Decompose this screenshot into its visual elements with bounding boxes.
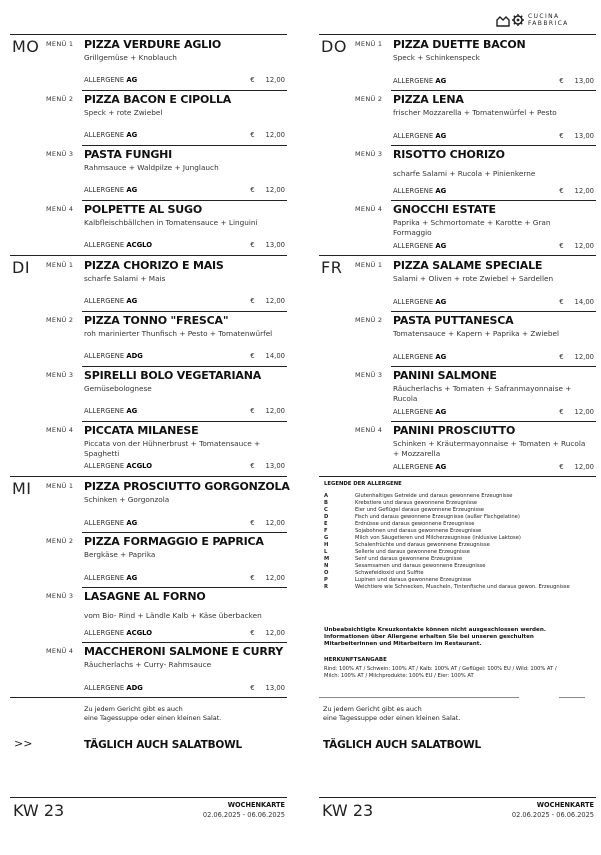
allergen-codes: AG (126, 519, 138, 527)
item-divider (391, 200, 596, 201)
legend-text: Glutenhaltiges Getreide und daraus gewonnene Erzeugnisse (355, 493, 513, 499)
legend-text: Eier und Geflügel daraus gewonnene Erzeugnisse (355, 507, 485, 513)
price (559, 242, 594, 250)
menu-number: MENÜ 1 (355, 40, 383, 48)
currency: € (559, 187, 564, 195)
menu-number: MENÜ 3 (355, 150, 383, 158)
currency: € (250, 462, 255, 470)
item-divider (82, 145, 287, 146)
price-value: 12,00 (265, 131, 285, 139)
menu-number: MENÜ 3 (46, 371, 74, 379)
menu-item (355, 311, 596, 366)
menu-item (46, 642, 287, 697)
day-label: DI (12, 258, 31, 277)
price-value: 12,00 (265, 629, 285, 637)
dish-description: Grillgemüse + Knoblauch (84, 53, 177, 62)
legend-code: M (324, 556, 330, 562)
day-section-mi (10, 476, 290, 697)
allergen-label: ALLERGENE (393, 242, 434, 250)
legend-text: Krebstiere und daraus gewonnene Erzeugnisse (355, 500, 478, 506)
allergen-codes: AG (435, 132, 447, 140)
day-label: MO (12, 37, 40, 56)
allergen-codes: AG (435, 463, 447, 471)
allergen-info (84, 629, 152, 637)
allergen-info (393, 77, 446, 85)
legend-divider (319, 476, 596, 477)
menu-item (46, 35, 287, 90)
price-value: 12,00 (265, 297, 285, 305)
item-divider (82, 200, 287, 201)
item-divider (82, 642, 287, 643)
price (250, 407, 285, 415)
legend-text: Fisch und daraus gewonnene Erzeugnisse (außer Fischgelatine) (355, 514, 520, 520)
legend-text: Milch von Säugetieren und Milcherzeugnisse (inklusive Laktose) (355, 535, 521, 541)
item-divider (82, 421, 287, 422)
allergen-info (84, 684, 143, 692)
price-value: 12,00 (265, 76, 285, 84)
item-divider (391, 311, 596, 312)
legend-code: B (324, 500, 328, 506)
dish-description: Kalbfleischbällchen in Tomatensauce + Linguini (84, 218, 258, 227)
menu-item (46, 421, 287, 476)
item-divider (391, 145, 596, 146)
allergen-label: ALLERGENE (393, 298, 434, 306)
calendar-week: KW 23 (322, 801, 374, 820)
menu-item (46, 90, 287, 145)
footer-divider (10, 797, 287, 798)
menu-item (46, 532, 287, 587)
legend-code: H (324, 542, 329, 548)
legend-row (324, 584, 570, 590)
price-value: 14,00 (265, 352, 285, 360)
legend-text: Schwefeldioxid und Sulfite (355, 570, 424, 576)
allergen-codes: AG (126, 407, 138, 415)
allergen-codes: AG (435, 298, 447, 306)
legend-code: N (324, 563, 329, 569)
dish-description: Piccata von der Hühnerbrust + Tomatensauce + Spaghetti (84, 439, 261, 458)
brand-logo (496, 12, 586, 28)
allergen-codes: AG (126, 297, 138, 305)
note-line-1: Zu jedem Gericht gibt es auch (323, 705, 422, 713)
price (559, 187, 594, 195)
price (250, 519, 285, 527)
menu-item (355, 256, 596, 311)
dish-name: PIZZA VERDURE AGLIO (84, 38, 222, 51)
price-value: 14,00 (574, 298, 594, 306)
allergen-codes: AG (435, 353, 447, 361)
legend-text: Sesamsamen und daraus gewonnene Erzeugnisse (355, 563, 486, 569)
legend-code: E (324, 521, 328, 527)
legend-row (324, 577, 471, 583)
legend-row (324, 507, 484, 513)
price (559, 77, 594, 85)
dish-description: Tomatensauce + Kapern + Paprika + Zwiebel (393, 329, 560, 338)
menu-title: WOCHENKARTE (536, 801, 594, 809)
price (250, 76, 285, 84)
logo-line-2: FABBRICA (528, 19, 569, 27)
allergen-codes: AG (126, 131, 138, 139)
legend-code: C (324, 507, 328, 513)
menu-item (46, 587, 287, 642)
menu-item (355, 90, 596, 145)
section-divider (10, 697, 287, 698)
allergen-label: ALLERGENE (393, 353, 434, 361)
dish-name: PASTA FUNGHI (84, 148, 173, 161)
allergen-label: ALLERGENE (393, 132, 434, 140)
dish-description: Paprika + Schmortomate + Karotte + Gran Formaggio (393, 218, 551, 237)
allergen-codes: ACGLO (126, 241, 153, 249)
factory-gear-icon (496, 13, 526, 27)
allergen-label: ALLERGENE (84, 629, 125, 637)
dish-name: PIZZA CHORIZO E MAIS (84, 259, 224, 272)
allergen-info (393, 132, 446, 140)
currency: € (559, 77, 564, 85)
menu-number: MENÜ 2 (355, 316, 383, 324)
section-divider (319, 697, 519, 698)
price (250, 629, 285, 637)
item-divider (82, 311, 287, 312)
item-divider (82, 366, 287, 367)
legend-code: F (324, 528, 328, 534)
dish-name: GNOCCHI ESTATE (393, 203, 496, 216)
currency: € (559, 298, 564, 306)
price-value: 12,00 (574, 353, 594, 361)
dish-description: scharfe Salami + Rucola + Pinienkerne (393, 169, 536, 178)
date-range: 02.06.2025 - 06.06.2025 (202, 811, 285, 819)
allergen-info (84, 352, 143, 360)
price-value: 12,00 (265, 186, 285, 194)
dish-name: MACCHERONI SALMONE E CURRY (84, 645, 284, 658)
legend-row (324, 493, 512, 499)
currency: € (250, 407, 255, 415)
currency: € (250, 352, 255, 360)
menu-number: MENÜ 2 (355, 95, 383, 103)
price (559, 463, 594, 471)
price (250, 297, 285, 305)
price-value: 12,00 (574, 408, 594, 416)
note-line-1: Zu jedem Gericht gibt es auch (84, 705, 183, 713)
price-value: 13,00 (265, 462, 285, 470)
menu-item (355, 200, 596, 255)
legend-text: Lupinen und daraus gewonnene Erzeugnisse (355, 577, 472, 583)
legend-row (324, 549, 470, 555)
side-dish-note (323, 705, 460, 723)
allergen-info (84, 519, 137, 527)
allergen-codes: ACGLO (126, 462, 153, 470)
price (559, 408, 594, 416)
menu-item (46, 200, 287, 255)
allergen-codes: ADG (126, 684, 143, 692)
legend-text: Sojabohnen und daraus gewonnene Erzeugnisse (355, 528, 482, 534)
allergen-label: ALLERGENE (84, 519, 125, 527)
allergen-info (84, 574, 137, 582)
menu-item (46, 311, 287, 366)
price-value: 12,00 (265, 407, 285, 415)
currency: € (250, 186, 255, 194)
currency: € (250, 297, 255, 305)
menu-title: WOCHENKARTE (227, 801, 285, 809)
dish-name: PIZZA LENA (393, 93, 464, 106)
salatbowl-heading: TÄGLICH AUCH SALATBOWL (323, 739, 481, 751)
item-divider (82, 532, 287, 533)
price (250, 574, 285, 582)
dish-description: Salami + Oliven + rote Zwiebel + Sardellen (393, 274, 554, 283)
dish-description: Schinken + Gorgonzola (84, 495, 170, 504)
dish-description: Bergkäse + Paprika (84, 550, 156, 559)
allergen-info (393, 242, 446, 250)
date-range: 02.06.2025 - 06.06.2025 (511, 811, 594, 819)
menu-item (355, 366, 596, 421)
dish-name: PIZZA FORMAGGIO E PAPRICA (84, 535, 264, 548)
menu-number: MENÜ 1 (46, 482, 74, 490)
dish-name: RISOTTO CHORIZO (393, 148, 505, 161)
price-value: 13,00 (265, 241, 285, 249)
dish-name: PIZZA PROSCIUTTO GORGONZOLA (84, 480, 290, 493)
allergen-label: ALLERGENE (84, 186, 125, 194)
currency: € (559, 408, 564, 416)
dish-name: PIZZA DUETTE BACON (393, 38, 526, 51)
note-line-2: eine Tagessuppe oder einen kleinen Salat. (84, 714, 222, 722)
allergen-codes: AG (435, 408, 447, 416)
currency: € (559, 353, 564, 361)
allergen-info (84, 407, 137, 415)
menu-item (355, 421, 596, 476)
dish-description: Speck + Schinkenspeck (393, 53, 480, 62)
cross-contact-warning: Unbeabsichtigte Kreuzkontakte können nicht ausgeschlossen werden. Informationen über Allergene erhalten Sie bei unseren geschulten Mitarbeiterinnen und Mitarbeitern im Restaurant. (324, 627, 546, 648)
item-divider (391, 421, 596, 422)
allergen-label: ALLERGENE (393, 77, 434, 85)
menu-number: MENÜ 2 (46, 95, 74, 103)
price-value: 12,00 (574, 242, 594, 250)
dish-description: roh marinierter Thunfisch + Pesto + Tomatenwürfel (84, 329, 273, 338)
menu-item (355, 145, 596, 200)
legend-row (324, 535, 521, 541)
currency: € (559, 463, 564, 471)
dish-description: vom Bio- Rind + Ländle Kalb + Käse überbacken (84, 611, 262, 620)
dish-name: PIZZA SALAME SPECIALE (393, 259, 543, 272)
legend-text: Erdnüsse und daraus gewonnene Erzeugnisse (355, 521, 475, 527)
menu-number: MENÜ 4 (46, 647, 74, 655)
legend-code: G (324, 535, 329, 541)
arrow-marker: >> (14, 737, 33, 750)
price-value: 12,00 (574, 187, 594, 195)
allergen-label: ALLERGENE (393, 187, 434, 195)
allergen-info (393, 353, 446, 361)
day-section-mo (10, 34, 287, 255)
legend-code: P (324, 577, 328, 583)
legend-text: Weichtiere wie Schnecken, Muscheln, Tintenfische und daraus gewon. Erzeugnisse (355, 584, 570, 590)
legend-row (324, 528, 481, 534)
menu-number: MENÜ 3 (355, 371, 383, 379)
price (250, 352, 285, 360)
allergen-label: ALLERGENE (393, 408, 434, 416)
allergen-info (84, 76, 137, 84)
item-divider (391, 366, 596, 367)
allergen-info (84, 241, 152, 249)
price (250, 186, 285, 194)
allergen-label: ALLERGENE (84, 462, 125, 470)
day-label: MI (12, 479, 32, 498)
allergen-label: ALLERGENE (84, 352, 125, 360)
allergen-info (84, 186, 137, 194)
legend-row (324, 570, 424, 576)
menu-item (355, 35, 596, 90)
note-line-2: eine Tagessuppe oder einen kleinen Salat. (323, 714, 461, 722)
price (559, 132, 594, 140)
allergen-label: ALLERGENE (84, 131, 125, 139)
menu-number: MENÜ 2 (46, 537, 74, 545)
allergen-legend-title: LEGENDE DER ALLERGENE (324, 481, 402, 487)
allergen-codes: ADG (126, 352, 143, 360)
section-divider-short (559, 697, 585, 698)
dish-name: LASAGNE AL FORNO (84, 590, 206, 603)
allergen-codes: AG (435, 187, 447, 195)
logo-line-1: CUCINA (528, 13, 560, 20)
day-label: DO (321, 37, 347, 56)
legend-code: L (324, 549, 328, 555)
currency: € (250, 131, 255, 139)
allergen-codes: AG (126, 574, 138, 582)
item-divider (82, 587, 287, 588)
allergen-codes: AG (435, 242, 447, 250)
menu-number: MENÜ 1 (46, 261, 74, 269)
legend-text: Senf und daraus gewonnene Erzeugnisse (355, 556, 463, 562)
menu-number: MENÜ 4 (46, 426, 74, 434)
allergen-codes: AG (435, 77, 447, 85)
allergen-info (84, 131, 137, 139)
legend-code: D (324, 514, 329, 520)
dish-name: POLPETTE AL SUGO (84, 203, 202, 216)
allergen-info (393, 463, 446, 471)
allergen-info (393, 187, 446, 195)
allergen-label: ALLERGENE (84, 684, 125, 692)
menu-item (46, 256, 287, 311)
currency: € (250, 629, 255, 637)
menu-number: MENÜ 1 (46, 40, 74, 48)
side-dish-note (84, 705, 221, 723)
dish-description: scharfe Salami + Mais (84, 274, 166, 283)
footer-divider (319, 797, 596, 798)
dish-name: PANINI SALMONE (393, 369, 497, 382)
origin-title: HERKUNFTSANGABE (324, 657, 387, 663)
dish-name: PIZZA BACON E CIPOLLA (84, 93, 232, 106)
price (250, 684, 285, 692)
allergen-label: ALLERGENE (84, 297, 125, 305)
currency: € (250, 684, 255, 692)
dish-description: frischer Mozzarella + Tomatenwürfel + Pesto (393, 108, 557, 117)
dish-name: SPIRELLI BOLO VEGETARIANA (84, 369, 262, 382)
allergen-label: ALLERGENE (84, 241, 125, 249)
dish-description: Räucherlachs + Curry- Rahmsauce (84, 660, 212, 669)
currency: € (250, 76, 255, 84)
menu-number: MENÜ 4 (46, 205, 74, 213)
allergen-info (393, 408, 446, 416)
menu-item (46, 477, 290, 532)
legend-row (324, 556, 462, 562)
allergen-label: ALLERGENE (393, 463, 434, 471)
price-value: 13,00 (574, 77, 594, 85)
price (250, 241, 285, 249)
currency: € (250, 574, 255, 582)
menu-item (46, 145, 287, 200)
day-label: FR (321, 258, 343, 277)
allergen-codes: AG (126, 76, 138, 84)
dish-description: Rahmsauce + Waldpilze + Junglauch (84, 163, 219, 172)
allergen-label: ALLERGENE (84, 574, 125, 582)
menu-number: MENÜ 1 (355, 261, 383, 269)
currency: € (250, 241, 255, 249)
item-divider (82, 90, 287, 91)
dish-description: Speck + rote Zwiebel (84, 108, 163, 117)
price-value: 12,00 (265, 519, 285, 527)
day-section-fr (319, 255, 596, 476)
price-value: 12,00 (574, 463, 594, 471)
dish-description: Räucherlachs + Tomaten + Safranmayonnaise + Rucola (393, 384, 572, 403)
allergen-codes: AG (126, 186, 138, 194)
currency: € (250, 519, 255, 527)
logo-wordmark (528, 14, 569, 27)
menu-number: MENÜ 3 (46, 592, 74, 600)
dish-description: Schinken + Kräutermayonnaise + Tomaten + Rucola + Mozzarella (393, 439, 586, 458)
price-value: 12,00 (265, 574, 285, 582)
origin-text: Rind: 100% AT / Schwein: 100% AT / Kalb: 100% AT / Geflügel: 100% EU / Wild: 100% AT / Milch: 100% AT / Milchprodukte: 100% EU / Eier: 100% AT (324, 666, 557, 680)
allergen-info (393, 298, 446, 306)
price (559, 298, 594, 306)
dish-name: PICCATA MILANESE (84, 424, 199, 437)
day-section-di (10, 255, 287, 476)
currency: € (559, 132, 564, 140)
item-divider (391, 90, 596, 91)
dish-name: PIZZA TONNO "FRESCA" (84, 314, 229, 327)
legend-row (324, 514, 520, 520)
price (250, 462, 285, 470)
allergen-codes: ACGLO (126, 629, 153, 637)
allergen-info (84, 297, 137, 305)
currency: € (559, 242, 564, 250)
legend-code: A (324, 493, 329, 499)
legend-row (324, 542, 490, 548)
allergen-info (84, 462, 152, 470)
legend-row (324, 563, 485, 569)
legend-row (324, 521, 474, 527)
allergen-label: ALLERGENE (84, 76, 125, 84)
legend-code: R (324, 584, 328, 590)
legend-text: Sellerie und daraus gewonnene Erzeugnisse (355, 549, 470, 555)
menu-number: MENÜ 4 (355, 205, 383, 213)
legend-code: O (324, 570, 329, 576)
dish-name: PANINI PROSCIUTTO (393, 424, 516, 437)
menu-number: MENÜ 3 (46, 150, 74, 158)
salatbowl-heading: TÄGLICH AUCH SALATBOWL (84, 739, 242, 751)
price-value: 13,00 (574, 132, 594, 140)
day-section-do (319, 34, 596, 255)
allergen-label: ALLERGENE (84, 407, 125, 415)
menu-number: MENÜ 2 (46, 316, 74, 324)
legend-row (324, 500, 477, 506)
menu-item (46, 366, 287, 421)
legend-text: Schalenfrüchte und daraus gewonnene Erzeugnisse (355, 542, 490, 548)
menu-number: MENÜ 4 (355, 426, 383, 434)
price (250, 131, 285, 139)
dish-name: PASTA PUTTANESCA (393, 314, 514, 327)
calendar-week: KW 23 (13, 801, 65, 820)
price-value: 13,00 (265, 684, 285, 692)
price (559, 353, 594, 361)
dish-description: Gemüsebolognese (84, 384, 152, 393)
